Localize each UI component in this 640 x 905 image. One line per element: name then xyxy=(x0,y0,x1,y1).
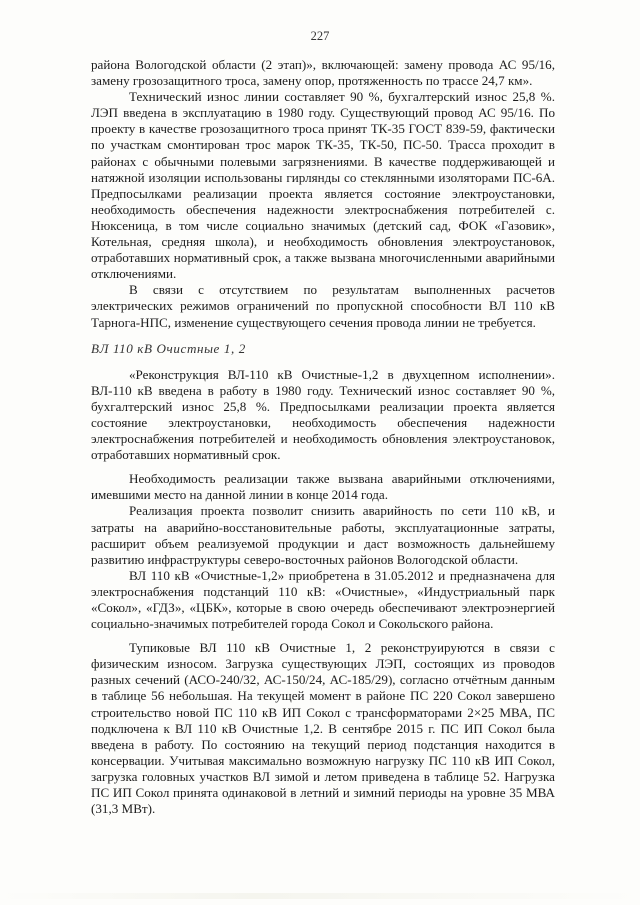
scan-artifact xyxy=(0,893,640,899)
paragraph-reconstruction: «Реконструкция ВЛ-110 кВ Очистные-1,2 в двухцепном исполнении». ВЛ-110 кВ введена в работу в 1980 году. Технический износ составляет 90 %, бухгалтерский износ 25,8 %. Предпосылками реализации проекта является состояние электроустановки, необходимость обеспечения надежности электроснабжения потребителей и необходимость обновления электроустановок, отработавших нормативный срок. xyxy=(91,366,555,463)
document-body xyxy=(91,57,555,817)
paragraph-dead-end-lines: Тупиковые ВЛ 110 кВ Очистные 1, 2 реконструируются в связи с физическим износом. Загрузка существующих ЛЭП, состоящих из проводов разных сечений (АСО-240/32, АС-150/24, АС-185/29), согласно отчётным данным в таблице 56 небольшая. На текущей момент в районе ПС 220 Сокол завершено строительство новой ПС 110 кВ ИП Сокол с трансформаторами 2×25 МВА, ПС подключена к ВЛ 110 кВ Очистные 1,2. В сентябре 2015 г. ПС ИП Сокол была введена в работу. По состоянию на текущий период подстанция находится в консервации. Учитывая максимально возможную нагрузку ПС 110 кВ ИП Сокол, загрузка головных участков ВЛ зимой и летом приведена в таблице 52. Нагрузка ПС ИП Сокол принята одинаковой в летний и зимний периоды на уровне 35 МВА (31,3 МВт). xyxy=(91,640,555,817)
paragraph-project-benefits: Реализация проекта позволит снизить аварийность по сети 110 кВ, и затраты на аварийно-восстановительные работы, эксплуатационные затраты, расширит объем реализуемой продукции и даст возможность дальнейшему развитию инфраструктуры северо-восточных районов Вологодской области. xyxy=(91,503,555,567)
paragraph-emergency-outages: Необходимость реализации также вызвана аварийными отключениями, имевшими место на данной линии в конце 2014 года. xyxy=(91,471,555,503)
paragraph-capacity-limits: В связи с отсутствием по результатам выполненных расчетов электрических режимов ограничений по пропускной способности ВЛ 110 кВ Тарнога-НПС, изменение существующего сечения провода линии не требуется. xyxy=(91,282,555,330)
paragraph-technical-wear: Технический износ линии составляет 90 %, бухгалтерский износ 25,8 %. ЛЭП введена в эксплуатацию в 1980 году. Существующий провод АС 95/16. По проекту в качестве грозозащитного троса принят ТК-35 ГОСТ 839-59, фактически по участкам смонтирован трос марок ТК-35, ТК-50, ПС-50. Трасса проходит в районах с обычными полевыми загрязнениями. В качестве поддерживающей и натяжной изоляции использованы гирлянды со стеклянными изоляторами ПС-6А. Предпосылками реализации проекта является состояние электроустановки, необходимость обеспечения надежности электроснабжения потребителей с. Нюксеница, в том числе социально значимых (детский сад, ФОК «Газовик», Котельная, средняя школа), и необходимость обновления электроустановок, отработавших нормативный срок, а также вызвана многочисленными аварийными отключениями. xyxy=(91,89,555,282)
page-number: 227 xyxy=(310,29,330,43)
section-heading: ВЛ 110 кВ Очистные 1, 2 xyxy=(91,340,246,356)
paragraph-acquisition: ВЛ 110 кВ «Очистные-1,2» приобретена в 31.05.2012 и предназначена для электроснабжения подстанций 110 кВ: «Очистные», «Индустриальный парк «Сокол», «ГДЗ», «ЦБК», которые в свою очередь обеспечивают электроэнергией социально-значимых потребителей города Сокол и Сокольского района. xyxy=(91,567,555,632)
paragraph-continuation: района Вологодской области (2 этап)», включающей: замену провода АС 95/16, замену грозозащитного троса, замену опор, протяженность по трассе 24,7 км». xyxy=(91,57,555,89)
